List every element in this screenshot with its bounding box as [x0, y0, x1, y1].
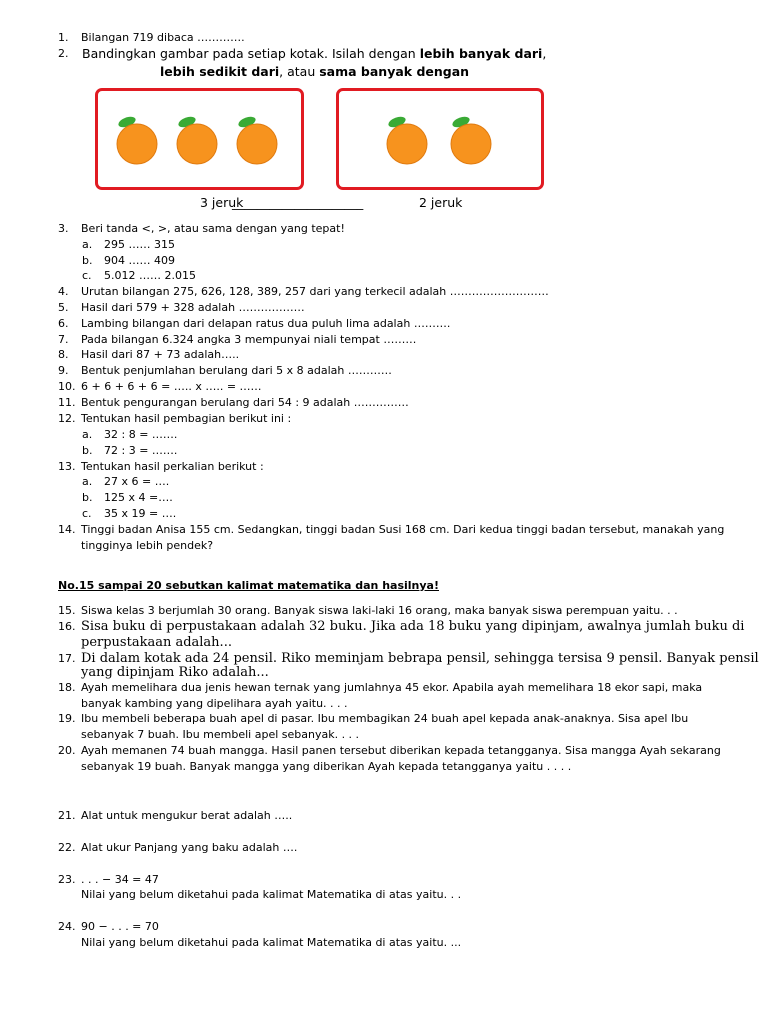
orange-icon — [446, 114, 496, 166]
question-text: banyak kambing yang dipelihara ayah yaitu. . . . — [81, 697, 348, 710]
question-text: Tinggi badan Anisa 155 cm. Sedangkan, tinggi badan Susi 168 cm. Dari kedua tinggi badan tersebut, manakah yang — [81, 523, 725, 536]
instruction-comma: , — [542, 46, 547, 61]
question-number: 14. — [58, 523, 76, 536]
question-number: 10. — [58, 380, 76, 393]
question-number: 18. — [58, 681, 76, 694]
right-count-label: 2 jeruk — [419, 195, 463, 210]
right-fruit-box — [336, 88, 544, 190]
question-number: 11. — [58, 396, 76, 409]
sub-text: 904 …… 409 — [104, 254, 175, 267]
question-text: Alat ukur Panjang yang baku adalah …. — [81, 841, 298, 854]
question-text: Tentukan hasil perkalian berikut : — [81, 460, 264, 473]
question-text: 90 − . . . = 70 — [81, 920, 159, 933]
orange-icon — [172, 114, 222, 166]
question-text: tingginya lebih pendek? — [81, 539, 214, 552]
sub-text: 72 : 3 = ……. — [104, 444, 178, 457]
sub-text: 35 x 19 = …. — [104, 507, 177, 520]
question-number: 5. — [58, 301, 69, 314]
sub-letter: b. — [82, 254, 93, 267]
question-text: yang dipinjam Riko adalah... — [81, 665, 269, 680]
question-number: 13. — [58, 460, 76, 473]
question-text: Beri tanda <, >, atau sama dengan yang tepat! — [81, 222, 345, 235]
comparison-instruction — [82, 46, 546, 61]
instruction-bold: sama banyak dengan — [319, 64, 470, 79]
question-number: 1. — [58, 31, 69, 44]
question-text: Alat untuk mengukur berat adalah ….. — [81, 809, 293, 822]
sub-letter: a. — [82, 238, 93, 251]
question-text: Siswa kelas 3 berjumlah 30 orang. Banyak siswa laki-laki 16 orang, maka banyak siswa perempuan yaitu. . . — [81, 604, 678, 617]
sub-text: 5.012 …… 2.015 — [104, 269, 196, 282]
question-number: 6. — [58, 317, 69, 330]
question-text: Bilangan 719 dibaca …………. — [81, 31, 245, 44]
question-number: 21. — [58, 809, 76, 822]
question-text: Ayah memelihara dua jenis hewan ternak yang jumlahnya 45 ekor. Apabila ayah memelihara 18 ekor sapi, maka — [81, 681, 703, 694]
question-text: Urutan bilangan 275, 626, 128, 389, 257 dari yang terkecil adalah ……………………… — [81, 285, 549, 298]
question-number: 9. — [58, 364, 69, 377]
question-text: Bentuk pengurangan berulang dari 54 : 9 adalah …………… — [81, 396, 409, 409]
sub-letter: c. — [82, 507, 92, 520]
question-number: 2. — [58, 47, 69, 60]
sub-letter: c. — [82, 269, 92, 282]
comparison-instruction-line2 — [160, 64, 469, 79]
instruction-text: , atau — [279, 64, 320, 79]
section-heading: No.15 sampai 20 sebutkan kalimat matematika dan hasilnya! — [58, 579, 439, 592]
question-number: 24. — [58, 920, 76, 933]
sub-text: 295 …… 315 — [104, 238, 175, 251]
question-number: 20. — [58, 744, 76, 757]
question-text: Sisa buku di perpustakaan adalah 32 buku. Jika ada 18 buku yang dipinjam, awalnya jumlah buku di — [81, 619, 745, 634]
orange-icon — [382, 114, 432, 166]
answer-blank: _____________________ — [232, 195, 364, 210]
question-text: Nilai yang belum diketahui pada kalimat Matematika di atas yaitu. ... — [81, 936, 462, 949]
sub-letter: a. — [82, 428, 93, 441]
question-text: Hasil dari 579 + 328 adalah ……………… — [81, 301, 305, 314]
question-text: sebanyak 19 buah. Banyak mangga yang diberikan Ayah kepada tetangganya yaitu . . . . — [81, 760, 572, 773]
question-text: Ayah memanen 74 buah mangga. Hasil panen tersebut diberikan kepada tetangganya. Sisa mangga Ayah sekarang — [81, 744, 721, 757]
question-text: . . . − 34 = 47 — [81, 873, 159, 886]
sub-text: 27 x 6 = …. — [104, 475, 170, 488]
sub-letter: b. — [82, 491, 93, 504]
question-number: 23. — [58, 873, 76, 886]
question-number: 12. — [58, 412, 76, 425]
instruction-bold: lebih sedikit dari — [160, 64, 280, 79]
question-text: Lambing bilangan dari delapan ratus dua puluh lima adalah ………. — [81, 317, 451, 330]
question-number: 17. — [58, 652, 76, 665]
question-number: 3. — [58, 222, 69, 235]
question-number: 8. — [58, 348, 69, 361]
question-text: Di dalam kotak ada 24 pensil. Riko meminjam bebrapa pensil, sehingga tersisa 9 pensil. Banyak pensil — [81, 651, 759, 666]
sub-letter: b. — [82, 444, 93, 457]
question-number: 15. — [58, 604, 76, 617]
question-number: 7. — [58, 333, 69, 346]
question-text: Tentukan hasil pembagian berikut ini : — [81, 412, 292, 425]
sub-text: 125 x 4 =…. — [104, 491, 173, 504]
sub-letter: a. — [82, 475, 93, 488]
instruction-bold: lebih banyak dari — [419, 46, 543, 61]
question-text: Hasil dari 87 + 73 adalah….. — [81, 348, 240, 361]
question-number: 19. — [58, 712, 76, 725]
instruction-text: Bandingkan gambar pada setiap kotak. Isilah dengan — [82, 46, 420, 61]
question-text: sebanyak 7 buah. Ibu membeli apel sebanyak. . . . — [81, 728, 360, 741]
question-text: 6 + 6 + 6 + 6 = ….. x ….. = …… — [81, 380, 262, 393]
question-text: Nilai yang belum diketahui pada kalimat Matematika di atas yaitu. . . — [81, 888, 462, 901]
question-number: 22. — [58, 841, 76, 854]
orange-icon — [112, 114, 162, 166]
question-text: perpustakaan adalah... — [81, 635, 232, 650]
sub-text: 32 : 8 = ……. — [104, 428, 178, 441]
question-number: 4. — [58, 285, 69, 298]
question-text: Pada bilangan 6.324 angka 3 mempunyai niali tempat ……… — [81, 333, 417, 346]
orange-icon — [232, 114, 282, 166]
left-count-label: 3 jeruk — [200, 195, 244, 210]
question-text: Bentuk penjumlahan berulang dari 5 x 8 adalah ………… — [81, 364, 392, 377]
question-number: 16. — [58, 620, 76, 633]
question-text: Ibu membeli beberapa buah apel di pasar. Ibu membagikan 24 buah apel kepada anak-anaknya. Sisa apel Ibu — [81, 712, 689, 725]
